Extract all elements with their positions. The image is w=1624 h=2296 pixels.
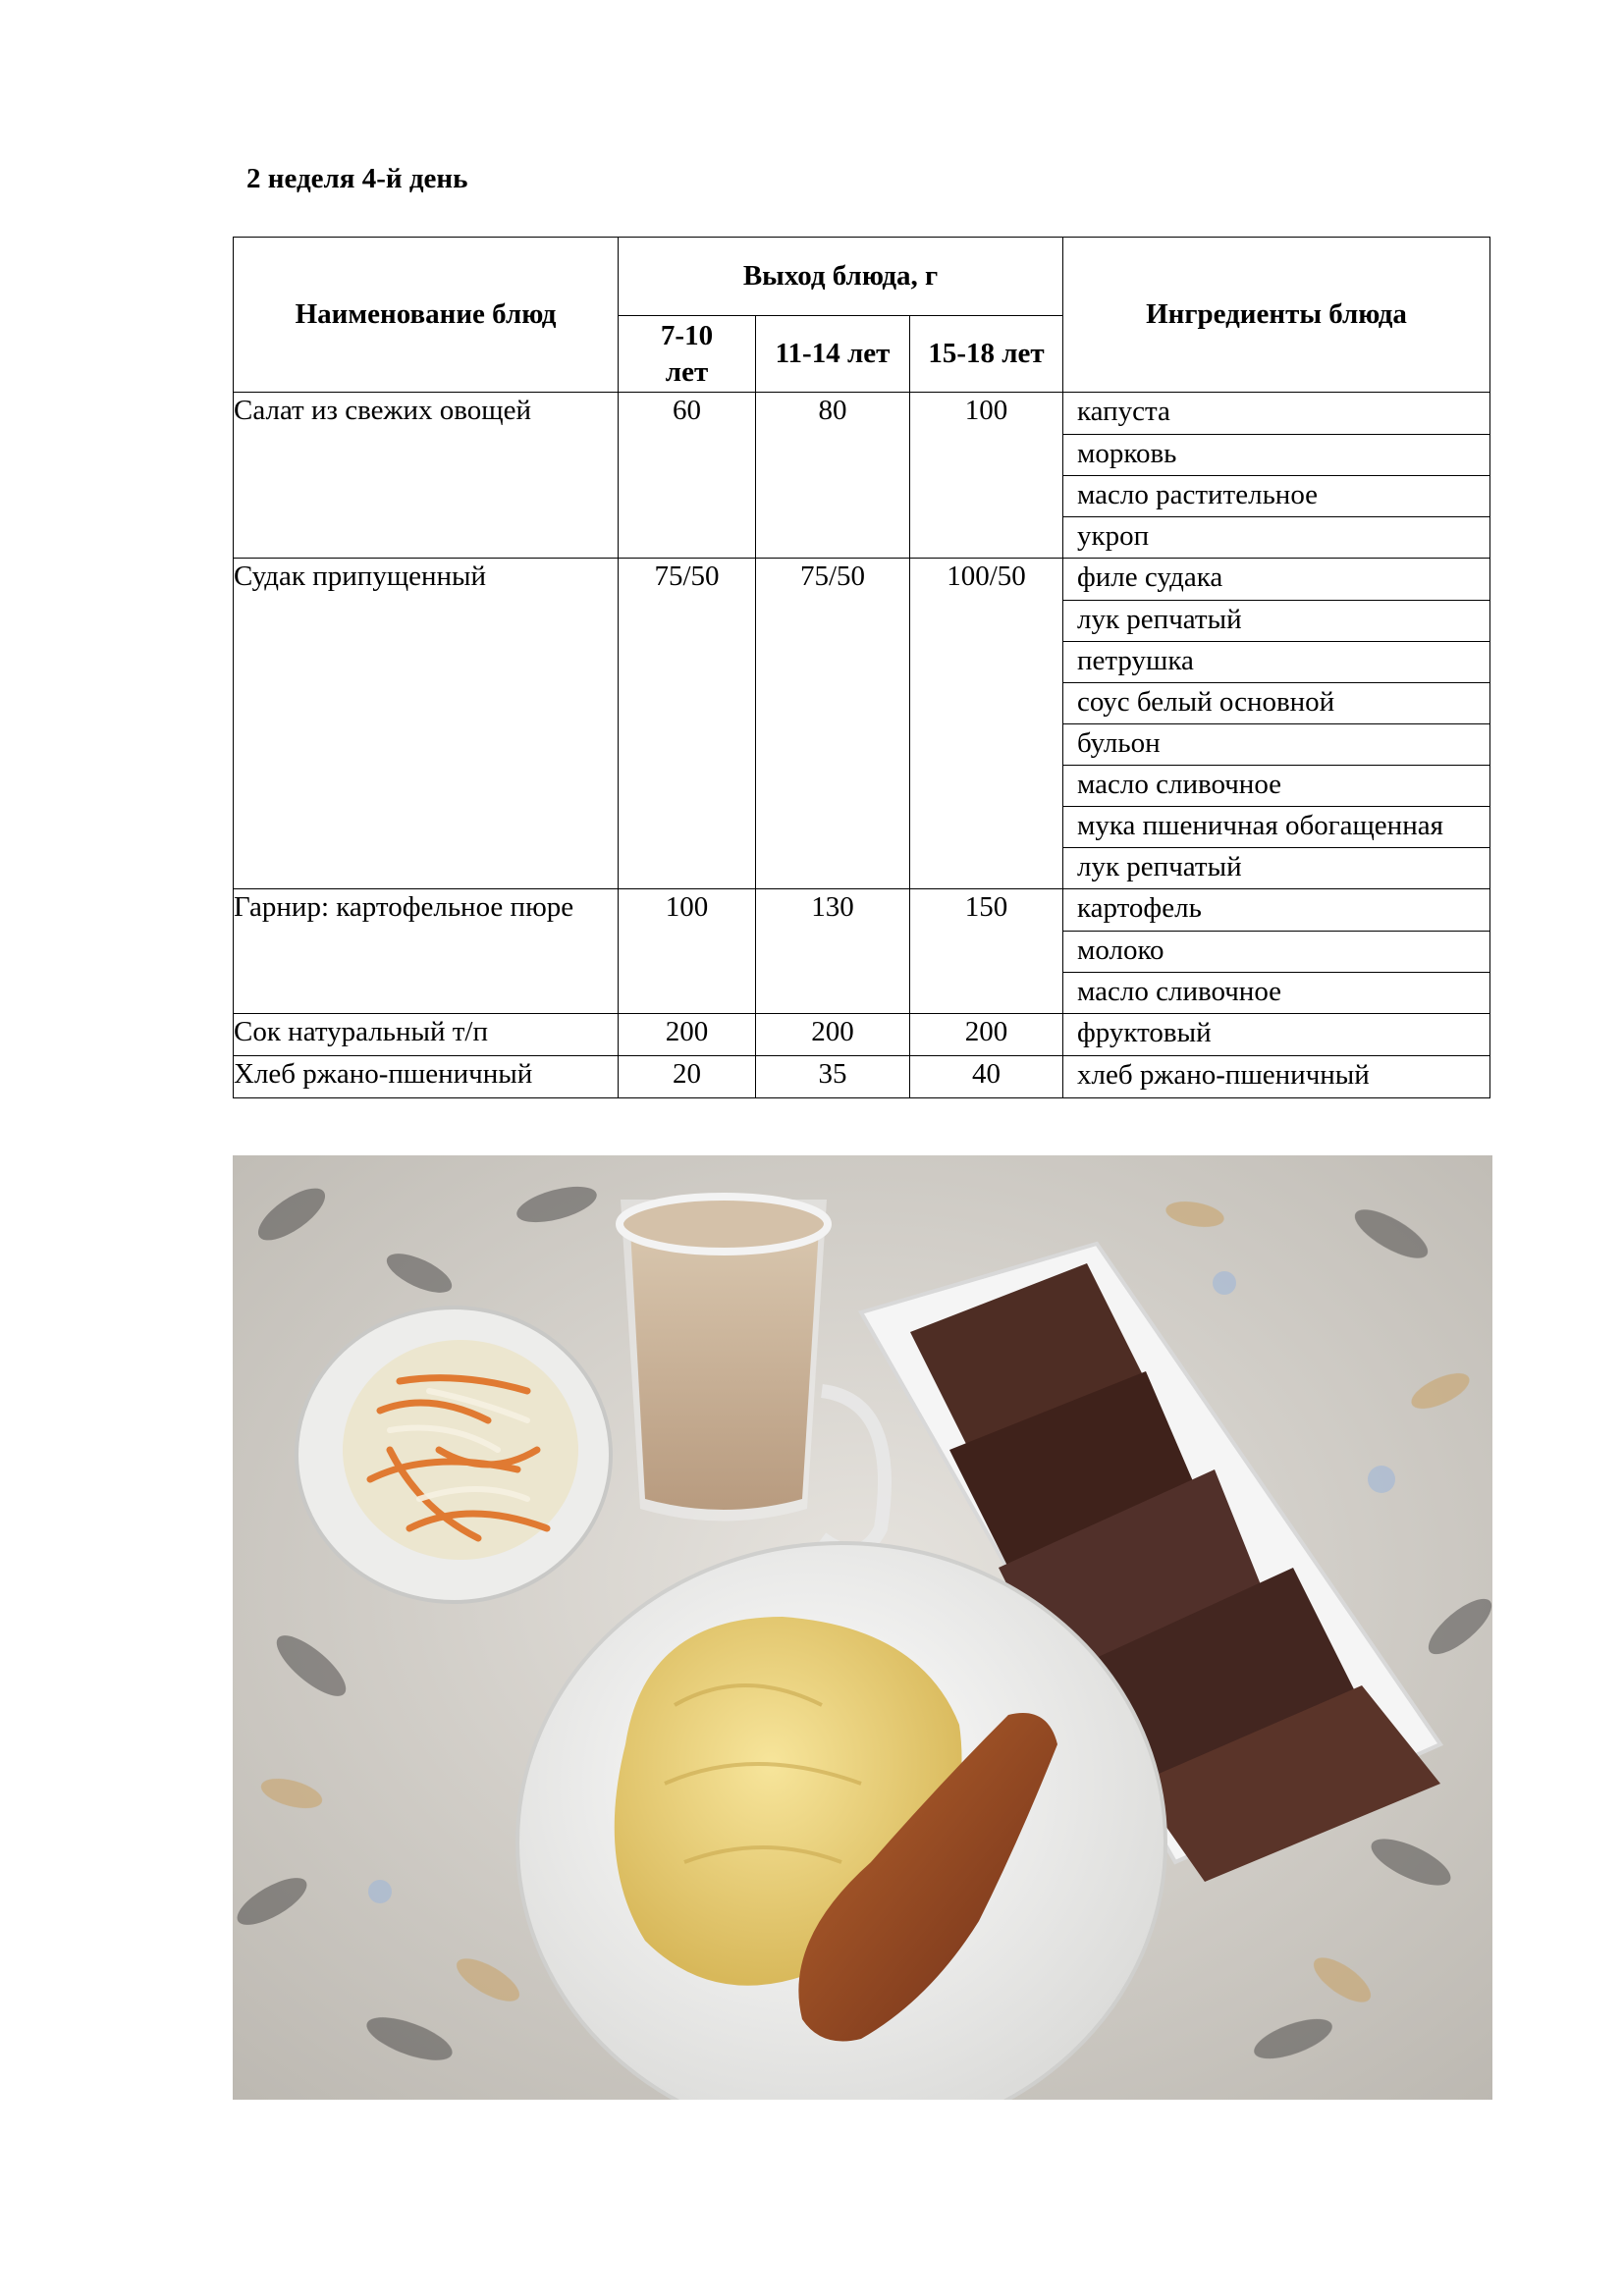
menu-table [233,237,1490,1098]
ingredients-cell [1063,1014,1490,1056]
table-row [234,889,1490,1014]
yield-age-7-10: 60 [619,393,756,559]
table-row [234,1056,1490,1098]
header-age-7-10: 7-10 лет [619,316,756,393]
header-ingredients: Ингредиенты блюда [1063,238,1490,393]
ingredient-item: укроп [1063,516,1489,558]
menu-body [234,393,1490,1098]
table-row [234,1014,1490,1056]
yield-age-11-14: 75/50 [756,559,910,889]
ingredients-cell [1063,559,1490,889]
yield-age-11-14: 80 [756,393,910,559]
ingredient-item: морковь [1063,434,1489,475]
dish-name: Судак припущенный [234,559,619,889]
yield-age-7-10: 75/50 [619,559,756,889]
ingredient-item: масло растительное [1063,475,1489,516]
yield-age-7-10: 200 [619,1014,756,1056]
yield-age-11-14: 35 [756,1056,910,1098]
ingredient-item: хлеб ржано-пшеничный [1077,1059,1370,1091]
yield-age-11-14: 200 [756,1014,910,1056]
ingredient-item: петрушка [1063,641,1489,682]
ingredients-cell [1063,889,1490,1014]
dish-name: Хлеб ржано-пшеничный [234,1056,619,1098]
yield-age-15-18: 40 [910,1056,1063,1098]
ingredient-item: капуста [1077,396,1170,427]
meal-photo [233,1155,1492,2100]
yield-age-15-18: 200 [910,1014,1063,1056]
dish-name: Салат из свежих овощей [234,393,619,559]
ingredients-cell [1063,393,1490,559]
ingredient-item: соус белый основной [1063,682,1489,723]
ingredient-item: молоко [1063,931,1489,972]
header-dish-name: Наименование блюд [234,238,619,393]
dish-name: Сок натуральный т/п [234,1014,619,1056]
ingredient-item: филе судака [1077,561,1223,593]
ingredient-item: масло сливочное [1063,765,1489,806]
header-yield: Выход блюда, г [619,238,1063,316]
ingredient-item: лук репчатый [1063,600,1489,641]
yield-age-7-10: 100 [619,889,756,1014]
ingredient-item: бульон [1063,723,1489,765]
table-row [234,393,1490,559]
header-age-11-14: 11-14 лет [756,316,910,393]
ingredient-item: мука пшеничная обогащенная [1063,806,1489,847]
yield-age-11-14: 130 [756,889,910,1014]
yield-age-15-18: 150 [910,889,1063,1014]
ingredient-item: фруктовый [1077,1017,1212,1048]
yield-age-15-18: 100/50 [910,559,1063,889]
dish-name: Гарнир: картофельное пюре [234,889,619,1014]
yield-age-15-18: 100 [910,393,1063,559]
main-plate [517,1543,1165,2100]
salad-bowl [297,1308,611,1602]
yield-age-7-10: 20 [619,1056,756,1098]
ingredient-item: лук репчатый [1063,847,1489,888]
page-title: 2 неделя 4-й день [246,163,468,194]
ingredient-item: масло сливочное [1063,972,1489,1013]
ingredient-item: картофель [1077,892,1202,924]
ingredients-cell [1063,1056,1490,1098]
table-row [234,559,1490,889]
header-age-15-18: 15-18 лет [910,316,1063,393]
